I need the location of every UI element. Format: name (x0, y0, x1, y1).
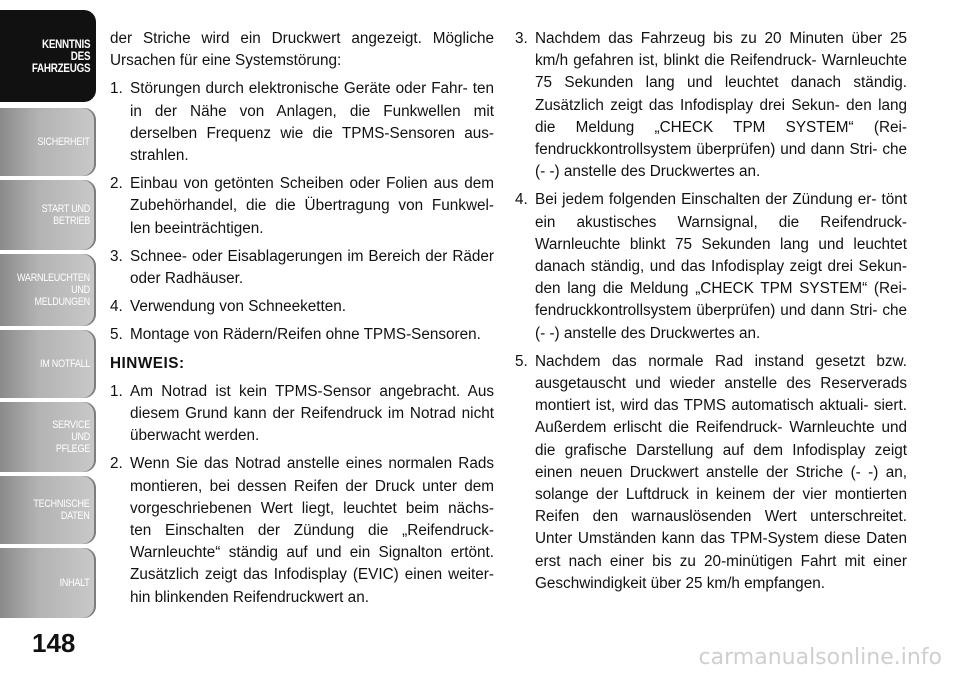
note-item (110, 381, 494, 448)
tab-label: WARNLEUCHTEN UND MELDUNGEN (17, 272, 90, 308)
tab-label: IM NOTFALL (39, 358, 90, 370)
list-item (110, 246, 494, 290)
list-item (515, 189, 907, 344)
item-number: 1. (110, 382, 123, 400)
right-column (515, 28, 907, 601)
chapter-sidebar (0, 0, 100, 620)
list-item (110, 296, 494, 318)
item-text: Verwendung von Schneeketten. (130, 298, 347, 316)
item-number: 3. (515, 30, 528, 47)
tab-sicherheit[interactable] (0, 108, 96, 176)
tab-inhalt[interactable] (0, 548, 96, 618)
item-text: Einbau von getönten Scheiben oder Folien aus dem Zubehörhandel, die die Übertragung von Funkwel- len beeinträchtigen. (130, 175, 494, 237)
watermark: carmanualsonline.info (698, 645, 942, 670)
left-column (110, 28, 494, 615)
item-number: 2. (110, 175, 123, 193)
tab-kenntnis-des-fahrzeugs[interactable] (0, 10, 96, 102)
list-item (515, 351, 907, 595)
list-item (110, 173, 494, 240)
item-number: 2. (110, 455, 123, 473)
item-number: 1. (110, 80, 123, 98)
item-text: Störungen durch elektronische Geräte oder Fahr- ten in der Nähe von Anlagen, die Funkwellen mit derselben Frequenz wie die TPMS-Sensoren aus- strahlen. (130, 80, 494, 165)
tab-start-und-betrieb[interactable] (0, 180, 96, 250)
tab-technische-daten[interactable] (0, 476, 96, 544)
item-number: 4. (110, 298, 123, 316)
item-text: Schnee- oder Eisablagerungen im Bereich der Räder oder Radhäuser. (130, 247, 494, 288)
note-heading: HINWEIS: (110, 354, 185, 372)
item-text: Nachdem das normale Rad instand gesetzt bzw. ausgetauscht und wieder anstelle des Reserverads montiert ist, wird das TPMS automatisch aktuali- siert. Außerdem erlischt die Reifendruck- Warnleuchte und die grafische Darstellung auf dem Infodisplay zeigt einen neuen Druckwert anstelle der Striche (- -) an, solange der Luftdruck in keinem der vier montierten Reifen den warnauslösenden Wert unterschreitet. Unter Umständen kann das TPM-System diese Daten erst nach einer bis zu 20-minütigen Fahrt mit einer Geschwindigkeit über 25 km/h empfangen. (535, 352, 907, 592)
tab-warnleuchten-und-meldungen[interactable] (0, 254, 96, 326)
intro-paragraph: der Striche wird ein Druckwert angezeigt. Mögliche Ursachen für eine Systemstörung: (110, 30, 494, 70)
tab-service-und-pflege[interactable] (0, 402, 96, 472)
item-number: 5. (110, 326, 123, 344)
tab-label: KENNTNIS DES FAHRZEUGS (31, 37, 90, 75)
item-text: Am Notrad ist kein TPMS-Sensor angebracht. Aus diesem Grund kann der Reifendruck im Notrad nicht überwacht werden. (130, 382, 494, 445)
list-item (515, 28, 907, 183)
item-text: Wenn Sie das Notrad anstelle eines normalen Rads montieren, bei dessen Reifen der Druck unter dem vorgeschriebenen Wert liegt, leuchtet beim nächs- ten Einschalten der Zündung die „Reifendruck- Warnleuchte“ ständig auf und ein Signalton ertönt. Zusätzlich zeigt das Infodisplay (EVIC) einen weiter- hin blinkenden Reifendruckwert an. (130, 455, 494, 606)
item-number: 3. (110, 247, 123, 265)
tab-label: SICHERHEIT (37, 136, 90, 148)
item-text: Montage von Rädern/Reifen ohne TPMS-Sensoren. (130, 326, 481, 344)
tab-label: START UND BETRIEB (41, 203, 90, 227)
list-item (110, 324, 494, 346)
item-number: 4. (515, 191, 528, 209)
item-text: Nachdem das Fahrzeug bis zu 20 Minuten über 25 km/h gefahren ist, blinkt die Reifendruck- Warnleuchte 75 Sekunden lang und leuchtet danach ständig. Zusätzlich zeigt das Infodisplay drei Sekun- den lang die Meldung „CHECK TPM SYSTEM“ (Rei- fendruckkontrollsystem überprüfen) und dann Stri- che (- -) anstelle des Druckwertes an. (535, 30, 907, 181)
page-number: 148 (32, 628, 76, 658)
item-number: 5. (515, 352, 528, 370)
note-item (110, 453, 494, 608)
tab-label: TECHNISCHE DATEN (33, 498, 90, 522)
list-item (110, 78, 494, 167)
item-text: Bei jedem folgenden Einschalten der Zündung er- tönt ein akustisches Warnsignal, die Reifendruck- Warnleuchte blinkt 75 Sekunden lang und leuchtet danach ständig, und das Infodisplay zeigt drei Sekun- den lang die Meldung „CHECK TPM SYSTEM“ (Rei- fendruckkontrollsystem überprüfen) und dann Stri- che (- -) anstelle des Druckwertes an. (535, 191, 907, 342)
tab-label: INHALT (60, 577, 90, 589)
tab-im-notfall[interactable] (0, 330, 96, 398)
tab-label: SERVICE UND PFLEGE (52, 419, 90, 455)
